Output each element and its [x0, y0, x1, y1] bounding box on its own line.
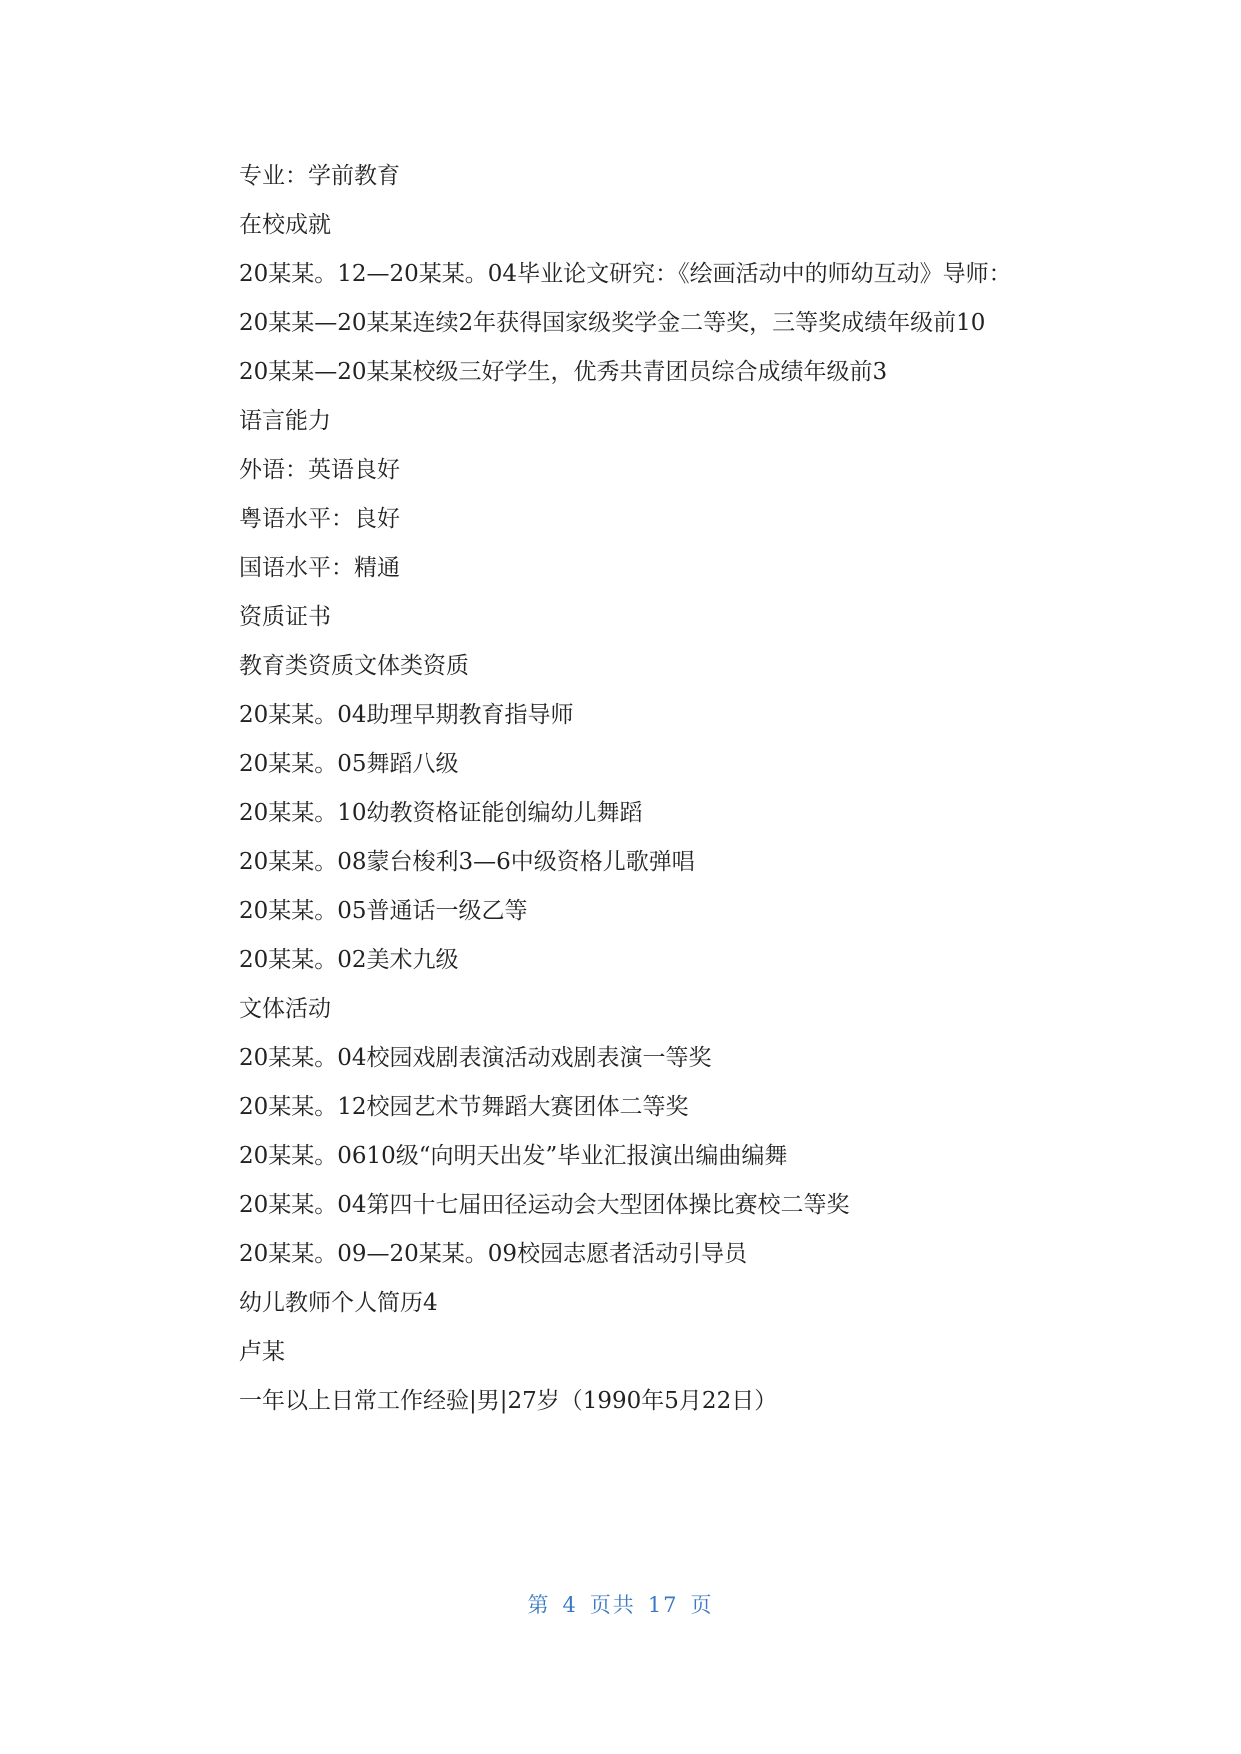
footer-prefix: 第	[527, 1593, 551, 1617]
certificate-item: 20某某。10幼教资格证能创编幼儿舞蹈	[239, 800, 643, 826]
activity-item: 20某某。0610级“向明天出发”毕业汇报演出编曲编舞	[239, 1143, 788, 1169]
paragraph-cantonese: 粤语水平：良好	[239, 506, 400, 532]
paragraph-certificate-types: 教育类资质文体类资质	[239, 653, 469, 679]
certificate-item: 20某某。02美术九级	[239, 947, 459, 973]
activity-item: 20某某。04校园戏剧表演活动戏剧表演一等奖	[239, 1045, 712, 1071]
certificate-item: 20某某。04助理早期教育指导师	[239, 702, 574, 728]
heading-language: 语言能力	[239, 408, 331, 434]
heading-resume-4: 幼儿教师个人简历4	[239, 1290, 438, 1316]
paragraph-honors: 20某某—20某某校级三好学生，优秀共青团员综合成绩年级前3	[239, 359, 888, 385]
heading-achievements: 在校成就	[239, 212, 331, 238]
paragraph-scholarship: 20某某—20某某连续2年获得国家级奖学金二等奖，三等奖成绩年级前10	[239, 310, 986, 336]
candidate-name: 卢某	[239, 1339, 285, 1365]
candidate-summary: 一年以上日常工作经验|男|27岁（1990年5月22日）	[239, 1388, 778, 1414]
activity-item: 20某某。09—20某某。09校园志愿者活动引导员	[239, 1241, 748, 1267]
paragraph-major: 专业：学前教育	[239, 163, 400, 189]
document-body	[190, 152, 1036, 1426]
heading-activities: 文体活动	[239, 996, 331, 1022]
heading-certificates: 资质证书	[239, 604, 331, 630]
footer-total-pages: 17	[647, 1593, 679, 1617]
activity-item: 20某某。04第四十七届田径运动会大型团体操比赛校二等奖	[239, 1192, 850, 1218]
certificate-item: 20某某。05普通话一级乙等	[239, 898, 528, 924]
certificate-item: 20某某。05舞蹈八级	[239, 751, 459, 777]
activity-item: 20某某。12校园艺术节舞蹈大赛团体二等奖	[239, 1094, 689, 1120]
certificate-item: 20某某。08蒙台梭利3—6中级资格儿歌弹唱	[239, 849, 695, 875]
footer-suffix: 页	[690, 1593, 714, 1617]
paragraph-thesis: 20某某。12—20某某。04毕业论文研究：《绘画活动中的师幼互动》导师：	[239, 261, 1012, 287]
paragraph-foreign-language: 外语：英语良好	[239, 457, 400, 483]
footer-middle: 页共	[589, 1593, 636, 1617]
paragraph-mandarin: 国语水平：精通	[239, 555, 400, 581]
footer-current-page: 4	[562, 1593, 578, 1617]
page-footer	[0, 1589, 1241, 1619]
